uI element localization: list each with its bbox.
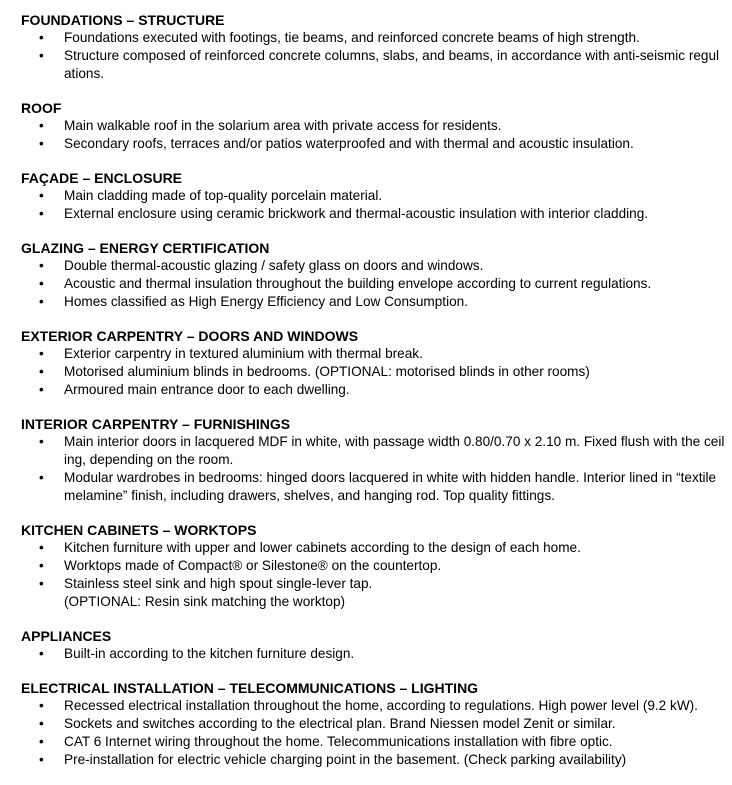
list-item-text: Main walkable roof in the solarium area with private access for residents. — [64, 118, 502, 133]
bullet-marker: • — [39, 698, 44, 713]
bullet-marker: • — [39, 576, 44, 591]
list-item — [21, 257, 726, 275]
bullet-marker: • — [39, 48, 44, 63]
bullet-marker: • — [39, 734, 44, 749]
list-item-text: Homes classified as High Energy Efficiency and Low Consumption. — [64, 294, 468, 309]
bullet-marker: • — [39, 540, 44, 555]
spec-section — [21, 239, 726, 311]
section-heading: ELECTRICAL INSTALLATION – TELECOMMUNICATIONS – LIGHTING — [21, 680, 479, 696]
bullet-marker: • — [39, 118, 44, 133]
list-item-text: (OPTIONAL: Resin sink matching the worktop) — [64, 594, 346, 609]
list-item — [21, 697, 726, 715]
bullet-marker: • — [39, 276, 44, 291]
bullet-list — [21, 187, 726, 223]
list-item-text: Acoustic and thermal insulation throughout the building envelope according to current regulations. — [64, 276, 652, 291]
bullet-list — [21, 433, 726, 505]
bullet-marker: • — [39, 30, 44, 45]
bullet-list — [21, 257, 726, 311]
list-item — [21, 205, 726, 223]
list-item — [21, 117, 726, 135]
list-item-text: CAT 6 Internet wiring throughout the home. Telecommunications installation with fibre optic. — [64, 734, 613, 749]
list-item-text: Kitchen furniture with upper and lower cabinets according to the design of each home. — [64, 540, 581, 555]
spec-section — [21, 627, 726, 663]
bullet-marker: • — [39, 294, 44, 309]
section-heading: INTERIOR CARPENTRY – FURNISHINGS — [21, 416, 291, 432]
spec-section — [21, 99, 726, 153]
list-item-text: Main cladding made of top-quality porcelain material. — [64, 188, 383, 203]
list-item — [21, 575, 726, 611]
bullet-marker: • — [39, 558, 44, 573]
list-item-text: Modular wardrobes in bedrooms: hinged doors lacquered in white with hidden handle. Interior lined in “textile melamine” finish, including drawers, shelves, and hanging rod. Top quality fittings. — [64, 470, 717, 503]
list-item-text: Armoured main entrance door to each dwelling. — [64, 382, 350, 397]
list-item — [21, 433, 726, 469]
list-item-text: External enclosure using ceramic brickwork and thermal-acoustic insulation with interior cladding. — [64, 206, 649, 221]
bullet-marker: • — [39, 364, 44, 379]
bullet-list — [21, 539, 726, 611]
bullet-list — [21, 117, 726, 153]
bullet-list — [21, 345, 726, 399]
bullet-marker: • — [39, 346, 44, 361]
list-item — [21, 751, 726, 769]
section-heading: FAÇADE – ENCLOSURE — [21, 170, 183, 186]
list-item-text: Structure composed of reinforced concrete columns, slabs, and beams, in accordance with anti-seismic regulations. — [64, 48, 720, 81]
list-item — [21, 381, 726, 399]
bullet-list — [21, 697, 726, 769]
list-item — [21, 715, 726, 733]
list-item-text: Sockets and switches according to the electrical plan. Brand Niessen model Zenit or similar. — [64, 716, 616, 731]
spec-section — [21, 11, 726, 83]
list-item — [21, 275, 726, 293]
list-item — [21, 47, 726, 83]
bullet-list — [21, 29, 726, 83]
section-heading: ROOF — [21, 100, 62, 116]
section-heading: FOUNDATIONS – STRUCTURE — [21, 12, 225, 28]
list-item-text: Secondary roofs, terraces and/or patios waterproofed and with thermal and acoustic insulation. — [64, 136, 634, 151]
list-item — [21, 469, 726, 505]
list-item — [21, 539, 726, 557]
bullet-marker: • — [39, 434, 44, 449]
list-item-text: Worktops made of Compact® or Silestone® on the countertop. — [64, 558, 442, 573]
bullet-marker: • — [39, 136, 44, 151]
list-item — [21, 29, 726, 47]
bullet-marker: • — [39, 206, 44, 221]
list-item — [21, 345, 726, 363]
list-item — [21, 135, 726, 153]
list-item-text: Exterior carpentry in textured aluminium with thermal break. — [64, 346, 423, 361]
list-item — [21, 645, 726, 663]
bullet-marker: • — [39, 470, 44, 485]
section-heading: EXTERIOR CARPENTRY – DOORS AND WINDOWS — [21, 328, 359, 344]
list-item — [21, 557, 726, 575]
spec-section — [21, 327, 726, 399]
list-item-text: Foundations executed with footings, tie beams, and reinforced concrete beams of high strength. — [64, 30, 640, 45]
spec-section — [21, 521, 726, 611]
section-heading: APPLIANCES — [21, 628, 112, 644]
list-item — [21, 733, 726, 751]
section-heading: GLAZING – ENERGY CERTIFICATION — [21, 240, 270, 256]
spec-section — [21, 415, 726, 505]
list-item — [21, 293, 726, 311]
bullet-marker: • — [39, 646, 44, 661]
spec-section — [21, 679, 726, 769]
bullet-marker: • — [39, 258, 44, 273]
list-item-text: Main interior doors in lacquered MDF in white, with passage width 0.80/0.70 x 2.10 m. Fixed flush with the ceiling, depending on the room. — [64, 434, 725, 467]
bullet-marker: • — [39, 752, 44, 767]
specifications-document — [21, 11, 726, 785]
bullet-list — [21, 645, 726, 663]
bullet-marker: • — [39, 188, 44, 203]
list-item — [21, 187, 726, 205]
list-item-text: Recessed electrical installation throughout the home, according to regulations. High power level (9.2 kW). — [64, 698, 698, 713]
bullet-marker: • — [39, 716, 44, 731]
list-item-text: Stainless steel sink and high spout single-lever tap. — [64, 576, 373, 591]
bullet-marker: • — [39, 382, 44, 397]
list-item — [21, 363, 726, 381]
spec-section — [21, 169, 726, 223]
list-item-text: Pre-installation for electric vehicle charging point in the basement. (Check parking availability) — [64, 752, 627, 767]
list-item-text: Built-in according to the kitchen furniture design. — [64, 646, 355, 661]
list-item-text: Motorised aluminium blinds in bedrooms. (OPTIONAL: motorised blinds in other rooms) — [64, 364, 590, 379]
list-item-text: Double thermal-acoustic glazing / safety glass on doors and windows. — [64, 258, 484, 273]
section-heading: KITCHEN CABINETS – WORKTOPS — [21, 522, 257, 538]
